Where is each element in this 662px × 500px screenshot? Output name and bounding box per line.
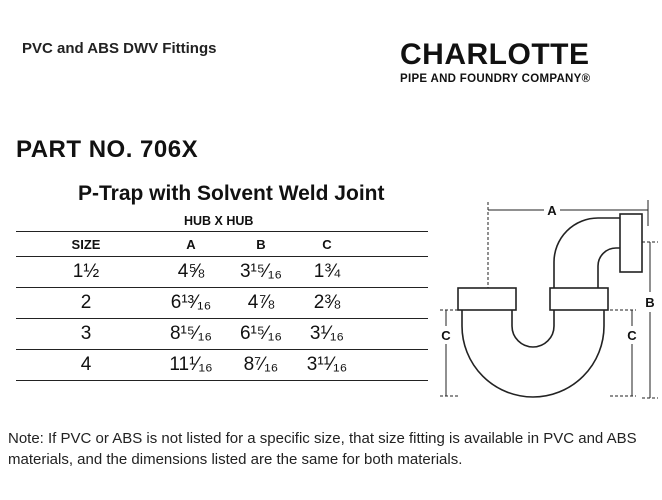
cell-b: 4⅞ (226, 288, 296, 319)
brand-logo-name: CHARLOTTE (400, 38, 590, 71)
cell-c: 3¹⁄₁₆ (296, 319, 358, 350)
product-subtitle: HUB X HUB (184, 214, 254, 228)
cell-a: 4⅝ (156, 257, 226, 288)
left-hub-outline (458, 288, 516, 310)
top-hub-outline (620, 214, 642, 272)
j-bend-outer (554, 218, 620, 288)
cell-size: 4 (16, 350, 156, 381)
cell-spacer (358, 257, 428, 288)
materials-note: Note: If PVC or ABS is not listed for a specific size, that size fitting is available in PVC and ABS materials, and the dimensions listed are the same for both materials. (8, 430, 637, 468)
column-header-c: C (296, 232, 358, 257)
table-row (16, 350, 428, 381)
brand-logo-subtitle: PIPE AND FOUNDRY COMPANY® (400, 73, 591, 85)
column-header-size: SIZE (16, 232, 156, 257)
cell-spacer (358, 288, 428, 319)
doc-header-title: PVC and ABS DWV Fittings (22, 40, 217, 57)
p-trap-diagram (436, 196, 658, 416)
dimension-label-b: B (645, 295, 655, 310)
table-row (16, 319, 428, 350)
u-bend-outer (462, 310, 604, 397)
cell-b: 6¹⁵⁄₁₆ (226, 319, 296, 350)
column-header-spacer (358, 232, 428, 257)
cell-a: 11¹⁄₁₆ (156, 350, 226, 381)
j-bend-inner (598, 248, 620, 288)
cell-spacer (358, 319, 428, 350)
dimension-label-c-right: C (627, 328, 637, 343)
column-header-b: B (226, 232, 296, 257)
cell-b: 8⁷⁄₁₆ (226, 350, 296, 381)
table-row (16, 257, 428, 288)
cell-size: 1½ (16, 257, 156, 288)
dimension-label-a: A (547, 203, 557, 218)
cell-c: 1¾ (296, 257, 358, 288)
cell-spacer (358, 350, 428, 381)
table-row (16, 288, 428, 319)
u-bend-inner (512, 310, 554, 347)
table-header-row (16, 232, 428, 257)
dimensions-table (16, 231, 428, 381)
column-header-a: A (156, 232, 226, 257)
dimension-label-c-left: C (441, 328, 451, 343)
cell-size: 3 (16, 319, 156, 350)
cell-a: 6¹³⁄₁₆ (156, 288, 226, 319)
cell-c: 3¹¹⁄₁₆ (296, 350, 358, 381)
product-title: P-Trap with Solvent Weld Joint (78, 182, 385, 205)
cell-size: 2 (16, 288, 156, 319)
cell-c: 2⅜ (296, 288, 358, 319)
right-hub-outline (550, 288, 608, 310)
cell-a: 8¹⁵⁄₁₆ (156, 319, 226, 350)
part-number: PART NO. 706X (16, 136, 199, 163)
cell-b: 3¹⁵⁄₁₆ (226, 257, 296, 288)
